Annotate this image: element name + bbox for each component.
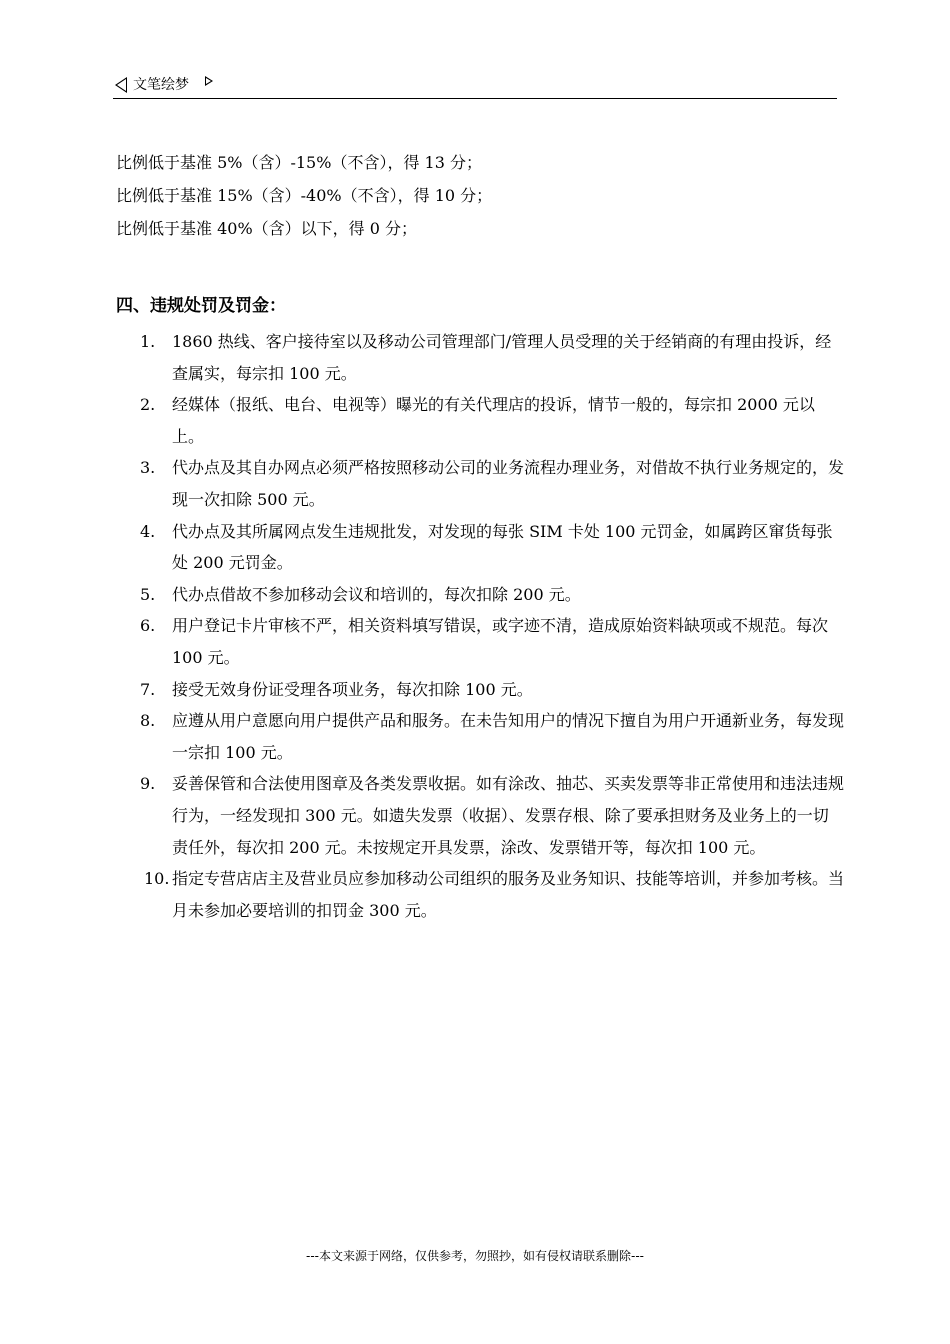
list-item: [116, 674, 844, 706]
score-lines: [116, 146, 836, 245]
header-title: 文笔绘梦: [133, 77, 189, 93]
list-item: [116, 389, 844, 452]
list-item-number: 10.: [144, 869, 170, 889]
list-item-number: 4.: [140, 521, 156, 541]
list-item: [116, 705, 844, 768]
list-item-text: 指定专营店店主及营业员应参加移动公司组织的服务及业务知识、技能等培训，并参加考核。当月未参加必要培训的扣罚金 300 元。: [172, 869, 845, 920]
list-item: [116, 452, 844, 515]
list-item-number: 5.: [140, 584, 156, 604]
list-item: [116, 610, 844, 673]
score-line: 比例低于基准 5%（含）-15%（不含），得 13 分；: [116, 153, 482, 172]
score-line: 比例低于基准 40%（含）以下，得 0 分；: [116, 219, 418, 238]
list-item: [116, 863, 844, 926]
list-item-number: 7.: [140, 679, 156, 699]
list-item: [116, 579, 844, 611]
list-item-number: 2.: [140, 395, 156, 415]
penalty-rules-list: [116, 326, 844, 926]
list-item-number: 8.: [140, 711, 156, 731]
list-item: [116, 768, 844, 863]
list-item: [116, 326, 844, 389]
list-item-text: 应遵从用户意愿向用户提供产品和服务。在未告知用户的情况下擅自为用户开通新业务，每发现一宗扣 100 元。: [172, 711, 845, 762]
list-item: [116, 516, 844, 579]
page-footer: ---本文来源于网络，仅供参考，勿照抄，如有侵权请联系删除---: [306, 1249, 644, 1263]
list-item-number: 1.: [140, 332, 156, 351]
triangle-right-icon: [205, 76, 213, 86]
list-item-text: 代办点借故不参加移动会议和培训的，每次扣除 200 元。: [172, 584, 581, 604]
list-item-text: 经媒体（报纸、电台、电视等）曝光的有关代理店的投诉，情节一般的，每宗扣 2000 元以上。: [172, 395, 815, 446]
list-item-text: 用户登记卡片审核不严，相关资料填写错误，或字迹不清，造成原始资料缺项或不规范。每次 100 元。: [172, 616, 829, 667]
list-item-number: 9.: [140, 774, 156, 794]
list-item-text: 代办点及其所属网点发生违规批发，对发现的每张 SIM 卡处 100 元罚金，如属跨区窜货每张处 200 元罚金。: [172, 521, 833, 573]
list-item-text: 代办点及其自办网点必须严格按照移动公司的业务流程办理业务，对借故不执行业务规定的，发现一次扣除 500 元。: [172, 458, 845, 509]
list-item-text: 接受无效身份证受理各项业务，每次扣除 100 元。: [172, 679, 533, 699]
triangle-left-icon: [115, 77, 127, 93]
page-header: [113, 74, 837, 99]
score-line: 比例低于基准 15%（含）-40%（不含），得 10 分；: [116, 186, 493, 205]
list-item-text: 1860 热线、客户接待室以及移动公司管理部门/管理人员受理的关于经销商的有理由投诉，经查属实，每宗扣 100 元。: [172, 332, 832, 383]
list-item-number: 3.: [140, 458, 156, 478]
list-item-number: 6.: [140, 616, 156, 636]
list-item-text: 妥善保管和合法使用图章及各类发票收据。如有涂改、抽芯、买卖发票等非正常使用和违法违规行为，一经发现扣 300 元。如遗失发票（收据）、发票存根、除了要承担财务及业务上的一切责任外，每次扣 200 元。未按规定开具发票，涂改、发票错开等，每次扣 100 元。: [172, 774, 845, 857]
section-title: 四、违规处罚及罚金：: [116, 296, 286, 316]
